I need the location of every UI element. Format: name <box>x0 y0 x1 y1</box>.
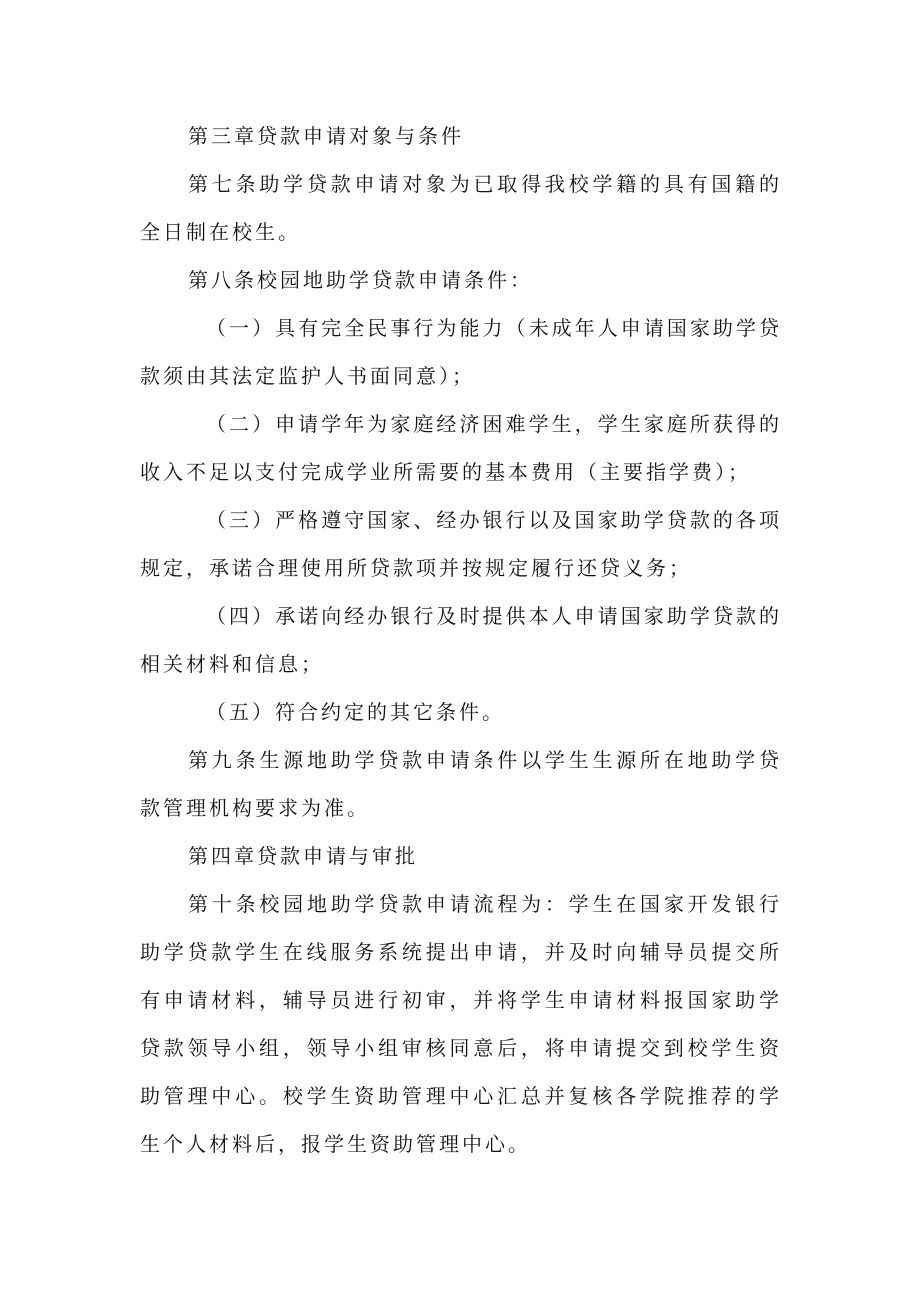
condition3-paragraph: （三）严格遵守国家、经办银行以及国家助学贷款的各项规定，承诺合理使用所贷款项并按规定履行还贷义务； <box>140 508 782 580</box>
article8-paragraph: 第八条校园地助学贷款申请条件： <box>188 268 533 292</box>
article7-paragraph: 第七条助学贷款申请对象为已取得我校学籍的具有国籍的全日制在校生。 <box>140 172 782 244</box>
condition4-paragraph: （四）承诺向经办银行及时提供本人申请国家助学贷款的相关材料和信息； <box>140 604 782 676</box>
article9-paragraph: 第九条生源地助学贷款申请条件以学生生源所在地助学贷款管理机构要求为准。 <box>140 748 782 820</box>
document-body <box>140 112 782 1168</box>
condition2-paragraph: （二）申请学年为家庭经济困难学生，学生家庭所获得的收入不足以支付完成学业所需要的基本费用（主要指学费）； <box>140 412 782 484</box>
condition5-paragraph: （五）符合约定的其它条件。 <box>206 700 505 724</box>
article10-paragraph: 第十条校园地助学贷款申请流程为：学生在国家开发银行助学贷款学生在线服务系统提出申请，并及时向辅导员提交所有申请材料，辅导员进行初审，并将学生申请材料报国家助学贷款领导小组，领导小组审核同意后，将申请提交到校学生资助管理中心。校学生资助管理中心汇总并复核各学院推荐的学生个人材料后，报学生资助管理中心。 <box>140 892 782 1156</box>
chapter3-heading: 第三章贷款申请对象与条件 <box>188 124 464 148</box>
chapter4-heading: 第四章贷款申请与审批 <box>188 844 418 868</box>
condition1-paragraph: （一）具有完全民事行为能力（未成年人申请国家助学贷款须由其法定监护人书面同意）； <box>140 316 782 388</box>
